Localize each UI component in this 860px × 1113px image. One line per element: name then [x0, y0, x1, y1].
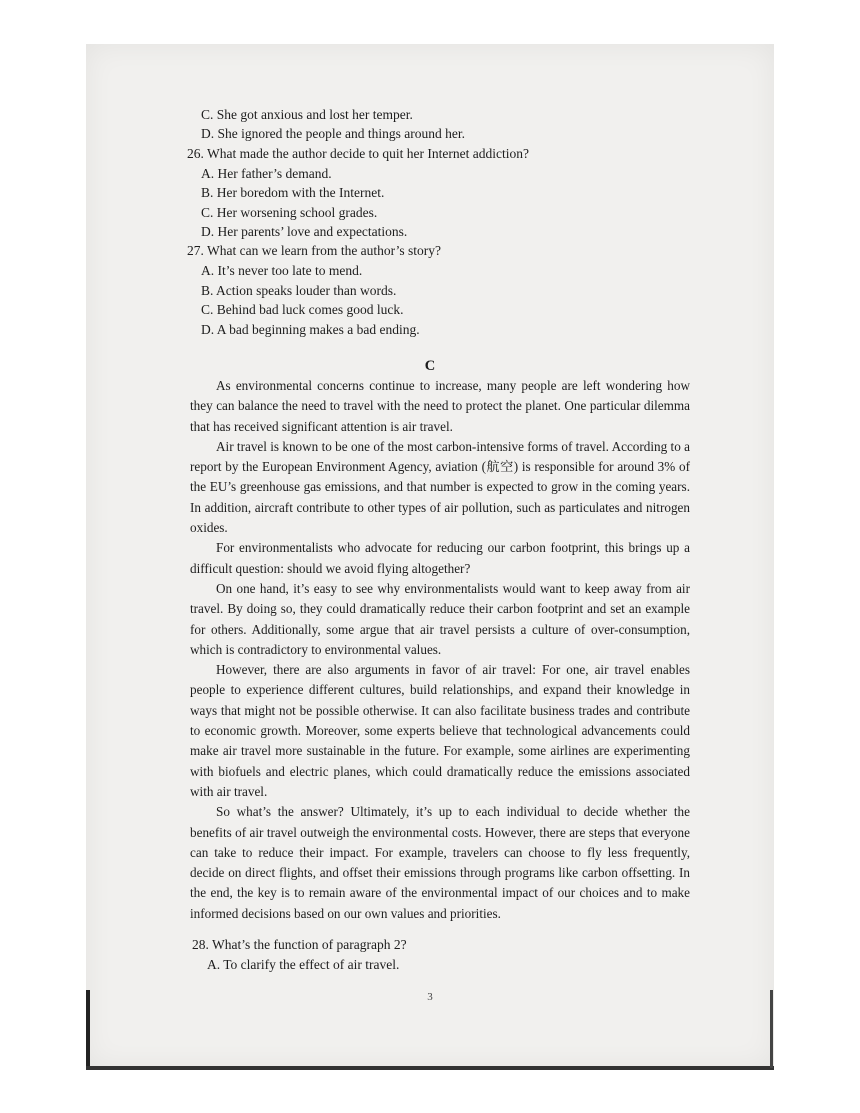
- question-28-option-a: A. To clarify the effect of air travel.: [207, 957, 400, 972]
- passage-paragraph: So what’s the answer? Ultimately, it’s up to each individual to decide whether the benefits of air travel outweigh the environmental costs. However, there are steps that everyone can take to reduce their impact. For example, travelers can choose to fly less frequently, decide on direct flights, and offset their emissions through programs like carbon offsetting. In the end, the key is to remain aware of the environmental impact of our choices and to make informed decisions based on our own values and priorities.: [190, 804, 690, 921]
- question-stem: 27. What can we learn from the author’s story?: [187, 243, 442, 258]
- page-number: 3: [427, 991, 433, 1003]
- answer-option: B. Her boredom with the Internet.: [201, 185, 385, 200]
- passage-paragraph: On one hand, it’s easy to see why environmentalists would want to keep away from air travel. By doing so, they could dramatically reduce their carbon footprint and set an example for others. Additionally, some argue that air travel persists a culture of over-consumption, which is contradictory to environmental values.: [190, 580, 690, 657]
- passage-paragraph: For environmentalists who advocate for reducing our carbon footprint, this brings up a difficult question: should we avoid flying altogether?: [190, 540, 690, 576]
- question-28-stem: 28. What’s the function of paragraph 2?: [192, 937, 407, 952]
- question-stem: 26. What made the author decide to quit her Internet addiction?: [187, 146, 530, 161]
- answer-option: D. A bad beginning makes a bad ending.: [201, 322, 420, 337]
- answer-option: D. Her parents’ love and expectations.: [201, 224, 408, 239]
- passage-paragraph: However, there are also arguments in favor of air travel: For one, air travel enables people to experience different cultures, build relationships, and expand their knowledge in ways that might not be possible otherwise. It can also facilitate business trades and contribute to economic growth. Moreover, some experts believe that technological advancements could make air travel more sustainable in the future. For example, some airlines are experimenting with biofuels and electric planes, which could dramatically reduce the emissions associated with air travel.: [190, 662, 690, 799]
- answer-option: A. Her father’s demand.: [201, 166, 332, 181]
- answer-option: C. Her worsening school grades.: [201, 205, 378, 220]
- passage-paragraph: Air travel is known to be one of the most carbon-intensive forms of travel. According to a report by the European Environment Agency, aviation (航空) is responsible for around 3% of the EU’s greenhouse gas emissions, and that number is expected to grow in the coming years. In addition, aircraft contribute to other types of air pollution, such as particulates and nitrogen oxides.: [190, 438, 690, 536]
- passage-paragraph: As environmental concerns continue to increase, many people are left wondering how they can balance the need to travel with the need to protect the planet. One particular dilemma that has received significant attention is air travel.: [190, 378, 690, 434]
- page-shadow-bottom: [86, 1066, 774, 1070]
- answer-option: D. She ignored the people and things around her.: [201, 126, 465, 141]
- answer-option: C. Behind bad luck comes good luck.: [201, 302, 404, 317]
- answer-option: C. She got anxious and lost her temper.: [201, 107, 413, 122]
- section-title: C: [424, 358, 436, 374]
- answer-option: B. Action speaks louder than words.: [201, 283, 397, 298]
- reading-passage: [190, 376, 690, 924]
- answer-option: A. It’s never too late to mend.: [201, 263, 363, 278]
